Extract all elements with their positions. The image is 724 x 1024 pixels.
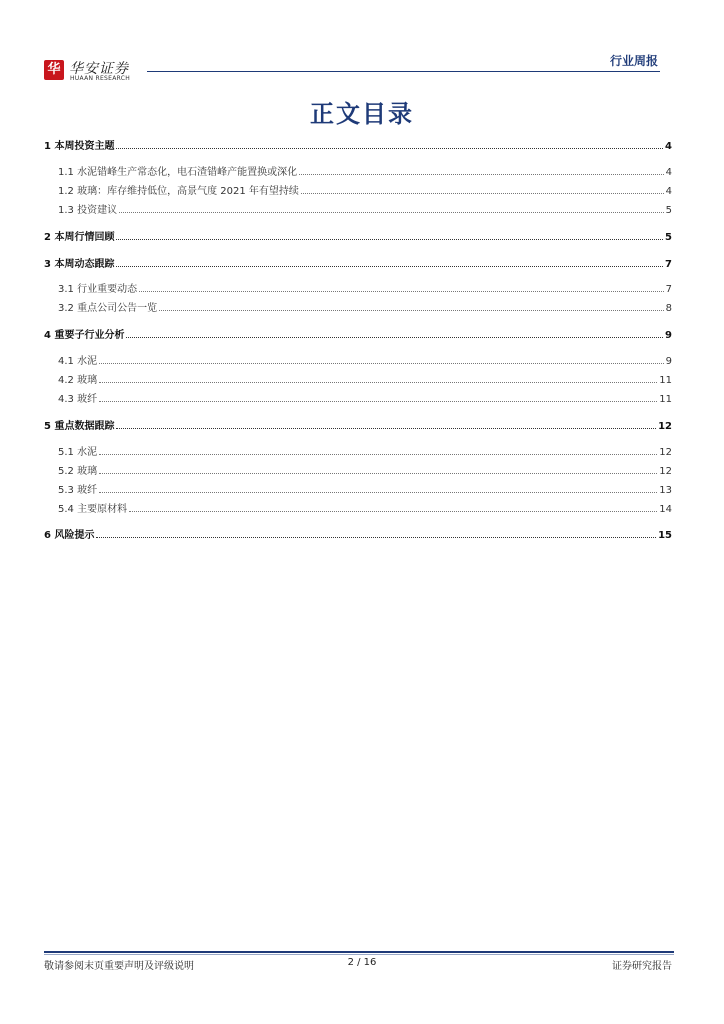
toc-entry-label: 1.1 水泥错峰生产常态化，电石渣错峰产能置换或深化 xyxy=(58,167,298,178)
logo-icon: 华 xyxy=(44,60,64,80)
toc-entry-label: 1 本周投资主题 xyxy=(44,141,115,152)
toc-dot-leader xyxy=(119,212,664,213)
toc-entry-page: 9 xyxy=(665,330,672,341)
page-header xyxy=(0,0,724,90)
toc-entry-page: 11 xyxy=(659,394,672,405)
toc-entry[interactable] xyxy=(44,443,672,458)
toc-entry-label: 5.3 玻纤 xyxy=(58,485,98,496)
toc-entry-label: 1.2 玻璃：库存维持低位，高景气度 2021 年有望持续 xyxy=(58,186,299,197)
toc-entry-label: 4.1 水泥 xyxy=(58,356,98,367)
footer-divider xyxy=(44,951,674,953)
toc-entry-label: 4.2 玻璃 xyxy=(58,375,98,386)
toc-dot-leader xyxy=(116,239,663,240)
toc-entry-page: 5 xyxy=(665,232,672,243)
toc-entry-page: 7 xyxy=(665,259,672,270)
toc-dot-leader xyxy=(299,174,664,175)
toc-entry[interactable] xyxy=(44,481,672,496)
toc-entry-label: 3 本周动态跟踪 xyxy=(44,259,115,270)
toc-entry[interactable] xyxy=(44,163,672,178)
toc-entry-page: 5 xyxy=(665,205,672,216)
toc-dot-leader xyxy=(126,337,663,338)
toc-entry[interactable] xyxy=(44,371,672,386)
toc-entry-label: 5.4 主要原材料 xyxy=(58,504,128,515)
toc-entry[interactable] xyxy=(44,526,672,541)
toc-entry-label: 2 本周行情回顾 xyxy=(44,232,115,243)
page-number: 2 / 16 xyxy=(347,957,377,968)
toc-dot-leader xyxy=(99,363,664,364)
toc-entry-page: 8 xyxy=(665,303,672,314)
toc-dot-leader xyxy=(139,291,664,292)
footer-divider-thin xyxy=(44,954,674,955)
toc-entry[interactable] xyxy=(44,417,672,432)
logo-english: HUAAN RESEARCH xyxy=(70,75,131,82)
toc-entry[interactable] xyxy=(44,390,672,405)
toc-dot-leader xyxy=(116,148,663,149)
toc-entry-label: 5 重点数据跟踪 xyxy=(44,421,115,432)
toc-entry-label: 4 重要子行业分析 xyxy=(44,330,125,341)
toc-dot-leader xyxy=(116,266,663,267)
toc-entry[interactable] xyxy=(44,228,672,243)
toc-dot-leader xyxy=(96,537,656,538)
toc-dot-leader xyxy=(99,473,657,474)
toc-entry-page: 15 xyxy=(658,530,672,541)
toc-entry[interactable] xyxy=(44,201,672,216)
toc-dot-leader xyxy=(99,401,657,402)
toc-dot-leader xyxy=(99,492,657,493)
toc-entry-page: 4 xyxy=(665,167,672,178)
toc-entry[interactable] xyxy=(44,462,672,477)
toc-entry-label: 4.3 玻纤 xyxy=(58,394,98,405)
toc-entry[interactable] xyxy=(44,280,672,295)
toc-entry[interactable] xyxy=(44,326,672,341)
toc-entry[interactable] xyxy=(44,299,672,314)
toc-entry-page: 14 xyxy=(659,504,672,515)
toc-entry-page: 9 xyxy=(665,356,672,367)
logo-name: 华安证券 xyxy=(69,61,129,77)
toc-entry-page: 4 xyxy=(665,141,672,152)
toc-dot-leader xyxy=(99,454,657,455)
toc-dot-leader xyxy=(129,511,657,512)
toc-entry-label: 5.1 水泥 xyxy=(58,447,98,458)
toc-entry-page: 12 xyxy=(659,466,672,477)
footer-disclaimer: 敬请参阅末页重要声明及评级说明 xyxy=(44,961,194,972)
toc-entry-label: 6 风险提示 xyxy=(44,530,95,541)
toc-dot-leader xyxy=(99,382,657,383)
toc-entry-label: 5.2 玻璃 xyxy=(58,466,98,477)
page-title: 正文目录 xyxy=(310,99,414,128)
toc-entry-label: 1.3 投资建议 xyxy=(58,205,118,216)
header-divider xyxy=(147,71,660,72)
footer-doc-type: 证券研究报告 xyxy=(612,961,672,972)
toc-entry[interactable] xyxy=(44,500,672,515)
toc-entry-page: 13 xyxy=(659,485,672,496)
toc-dot-leader xyxy=(116,428,656,429)
toc-entry[interactable] xyxy=(44,352,672,367)
toc-entry-page: 7 xyxy=(665,284,672,295)
toc-entry-page: 11 xyxy=(659,375,672,386)
toc-entry-label: 3.2 重点公司公告一览 xyxy=(58,303,158,314)
toc-entry-label: 3.1 行业重要动态 xyxy=(58,284,138,295)
toc-entry[interactable] xyxy=(44,255,672,270)
toc-entry[interactable] xyxy=(44,182,672,197)
toc-entry-page: 4 xyxy=(665,186,672,197)
toc-entry[interactable] xyxy=(44,137,672,152)
toc-dot-leader xyxy=(159,310,664,311)
toc-dot-leader xyxy=(301,193,664,194)
toc-entry-page: 12 xyxy=(658,421,672,432)
toc-entry-page: 12 xyxy=(659,447,672,458)
report-type: 行业周报 xyxy=(609,54,658,68)
